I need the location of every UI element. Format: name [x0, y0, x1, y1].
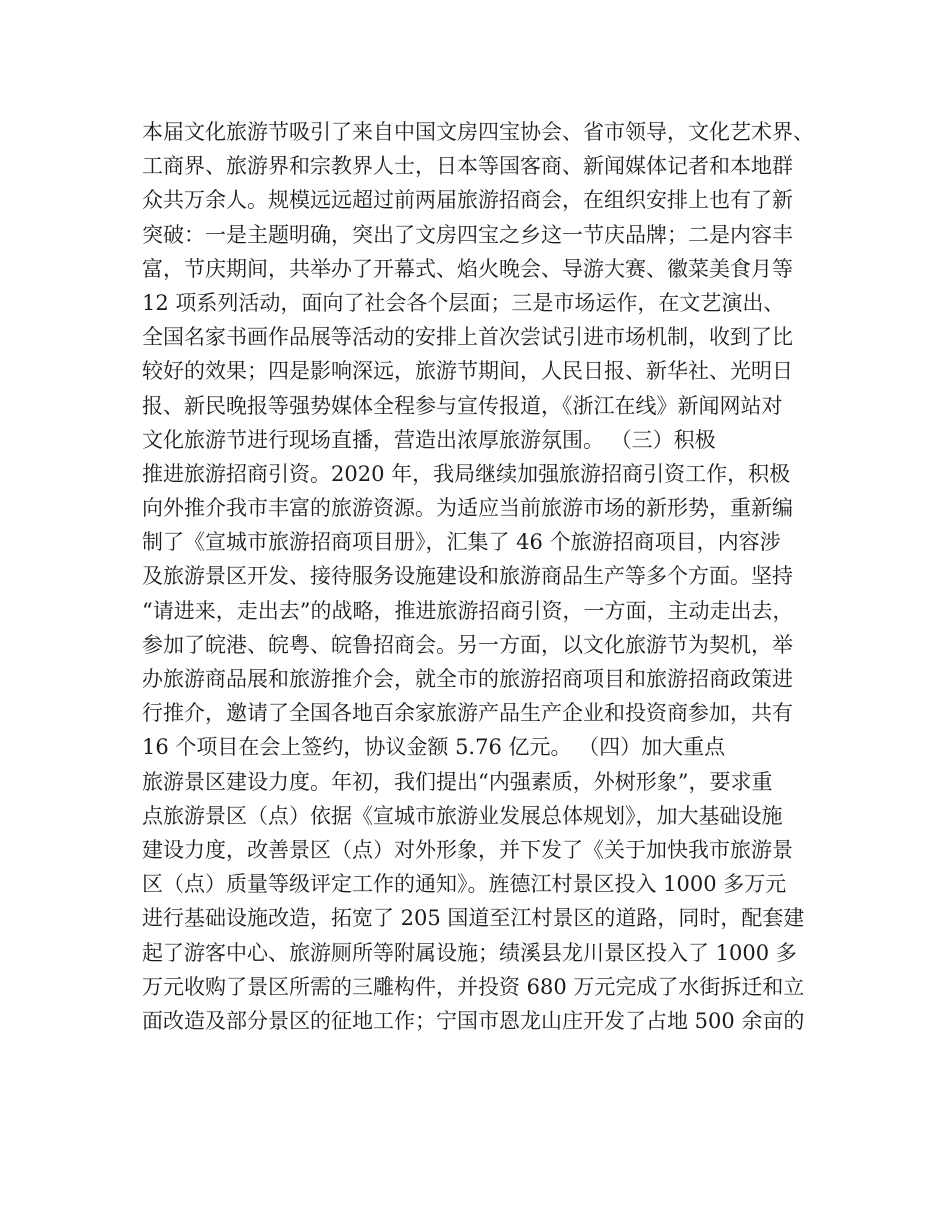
text-line: 区（点）质量等级评定工作的通知》。旌德江村景区投入 1000 多万元	[142, 872, 787, 897]
text-line: 12 项系列活动，面向了社会各个层面；三是市场运作，在文艺演出、	[142, 290, 785, 315]
text-line: 及旅游景区开发、接待服务设施建设和旅游商品生产等多个方面。坚持	[142, 564, 793, 589]
text-line: 万元收购了景区所需的三雕构件，并投资 680 万元完成了水街拆迁和立	[142, 974, 805, 999]
text-line: 进行基础设施改造，拓宽了 205 国道至江村景区的道路，同时，配套建	[142, 906, 805, 931]
text-line: 16 个项目在会上签约，协议金额 5.76 亿元。 （四）加大重点	[142, 735, 726, 760]
text-line: 工商界、旅游界和宗教界人士，日本等国客商、新闻媒体记者和本地群	[142, 154, 793, 179]
text-line: 报、新民晚报等强势媒体全程参与宣传报道，《浙江在线》新闻网站对	[142, 393, 783, 418]
text-line: 富，节庆期间，共举办了开幕式、焰火晚会、导游大赛、徽菜美食月等	[142, 256, 793, 281]
body-text	[142, 115, 832, 1038]
text-line: 参加了皖港、皖粤、皖鲁招商会。另一方面，以文化旅游节为契机，举	[142, 632, 793, 657]
text-line: 行推介，邀请了全国各地百余家旅游产品生产企业和投资商参加，共有	[142, 701, 793, 726]
text-line: 旅游景区建设力度。年初，我们提出“内强素质，外树形象”，要求重	[142, 769, 773, 794]
text-line: 本届文化旅游节吸引了来自中国文房四宝协会、省市领导，文化艺术界、	[142, 120, 814, 144]
text-line: 点旅游景区（点）依据《宣城市旅游业发展总体规划》，加大基础设施	[142, 803, 783, 828]
text-line: 建设力度，改善景区（点）对外形象，并下发了《关于加快我市旅游景	[142, 837, 793, 862]
text-line: 向外推介我市丰富的旅游资源。为适应当前旅游市场的新形势，重新编	[142, 496, 793, 521]
text-line: 较好的效果；四是影响深远，旅游节期间，人民日报、新华社、光明日	[142, 359, 793, 384]
text-line: 制了《宣城市旅游招商项目册》，汇集了 46 个旅游招商项目，内容涉	[142, 530, 781, 555]
text-line: “请进来，走出去”的战略，推进旅游招商引资，一方面，主动走出去，	[142, 598, 794, 623]
text-line: 面改造及部分景区的征地工作；宁国市恩龙山庄开发了占地 500 余亩的	[142, 1008, 805, 1033]
text-line: 起了游客中心、旅游厕所等附属设施；绩溪县龙川景区投入了 1000 多	[142, 940, 797, 965]
text-line: 推进旅游招商引资。2020 年，我局继续加强旅游招商引资工作，积极	[142, 461, 791, 486]
text-line: 突破：一是主题明确，突出了文房四宝之乡这一节庆品牌；二是内容丰	[142, 222, 793, 247]
text-line: 众共万余人。规模远远超过前两届旅游招商会，在组织安排上也有了新	[142, 188, 793, 213]
text-line: 文化旅游节进行现场直播，营造出浓厚旅游氛围。 （三）积极	[142, 427, 716, 452]
text-line: 全国名家书画作品展等活动的安排上首次尝试引进市场机制，收到了比	[142, 325, 793, 350]
text-line: 办旅游商品展和旅游推介会，就全市的旅游招商项目和旅游招商政策进	[142, 667, 793, 691]
